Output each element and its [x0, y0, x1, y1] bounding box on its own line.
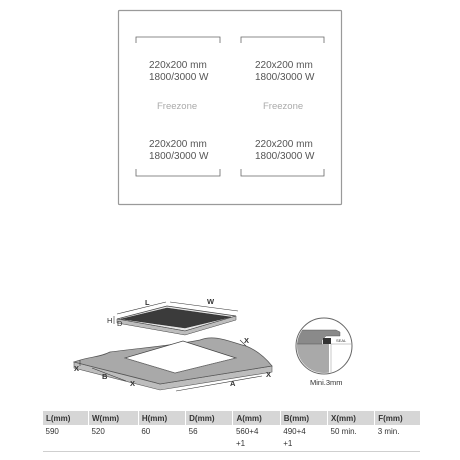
freezone-left-label: Freezone	[157, 101, 198, 112]
dim-label-X-right: X	[266, 370, 272, 379]
zone-1-power: 1800/3000 W	[149, 72, 209, 83]
cutout-installation-drawing	[74, 297, 272, 391]
seal-label: SEAL	[336, 338, 347, 343]
seal-detail	[296, 318, 353, 387]
col-header-L: L(mm)	[43, 411, 89, 425]
cell-H: 60	[138, 425, 185, 452]
cell-A: 560+4 +1	[233, 425, 280, 452]
dim-label-L: L	[145, 298, 150, 307]
detail-seal	[323, 338, 331, 344]
dim-label-A: A	[230, 379, 236, 388]
dim-label-W: W	[207, 297, 215, 306]
cell-X: 50 min.	[328, 425, 375, 452]
mini-gap-label: Mini.3mm	[310, 378, 343, 387]
col-header-A: A(mm)	[233, 411, 280, 425]
hob-glass-outline	[119, 11, 342, 205]
col-header-X: X(mm)	[328, 411, 375, 425]
col-header-W: W(mm)	[88, 411, 138, 425]
detail-gap	[331, 344, 353, 378]
col-header-D: D(mm)	[186, 411, 233, 425]
zone-3-size: 220x200 mm	[149, 139, 207, 150]
table-header-row	[43, 411, 421, 425]
cell-L: 590	[43, 425, 89, 452]
zone-4-size: 220x200 mm	[255, 139, 313, 150]
dim-label-X-left: X	[74, 364, 80, 373]
zone-3-power: 1800/3000 W	[149, 151, 209, 162]
col-header-H: H(mm)	[138, 411, 185, 425]
zone-4-power: 1800/3000 W	[255, 151, 315, 162]
col-header-B: B(mm)	[280, 411, 327, 425]
cell-B: 490+4 +1	[280, 425, 327, 452]
table-row	[43, 425, 421, 452]
hob-top-view	[119, 11, 342, 205]
cell-W: 520	[88, 425, 138, 452]
dim-label-B: B	[102, 372, 108, 381]
col-header-F: F(mm)	[375, 411, 420, 425]
dim-label-H: H	[107, 316, 113, 325]
cell-F: 3 min.	[375, 425, 420, 452]
freezone-right-label: Freezone	[263, 101, 304, 112]
cell-D: 56	[186, 425, 233, 452]
zone-1-size: 220x200 mm	[149, 60, 207, 71]
zone-2-power: 1800/3000 W	[255, 72, 315, 83]
zone-2-size: 220x200 mm	[255, 60, 313, 71]
dimension-spec-table	[42, 411, 420, 452]
dim-label-X-bottom: X	[130, 379, 136, 388]
dim-label-D: D	[117, 319, 123, 328]
dim-label-X-top: X	[244, 336, 250, 345]
